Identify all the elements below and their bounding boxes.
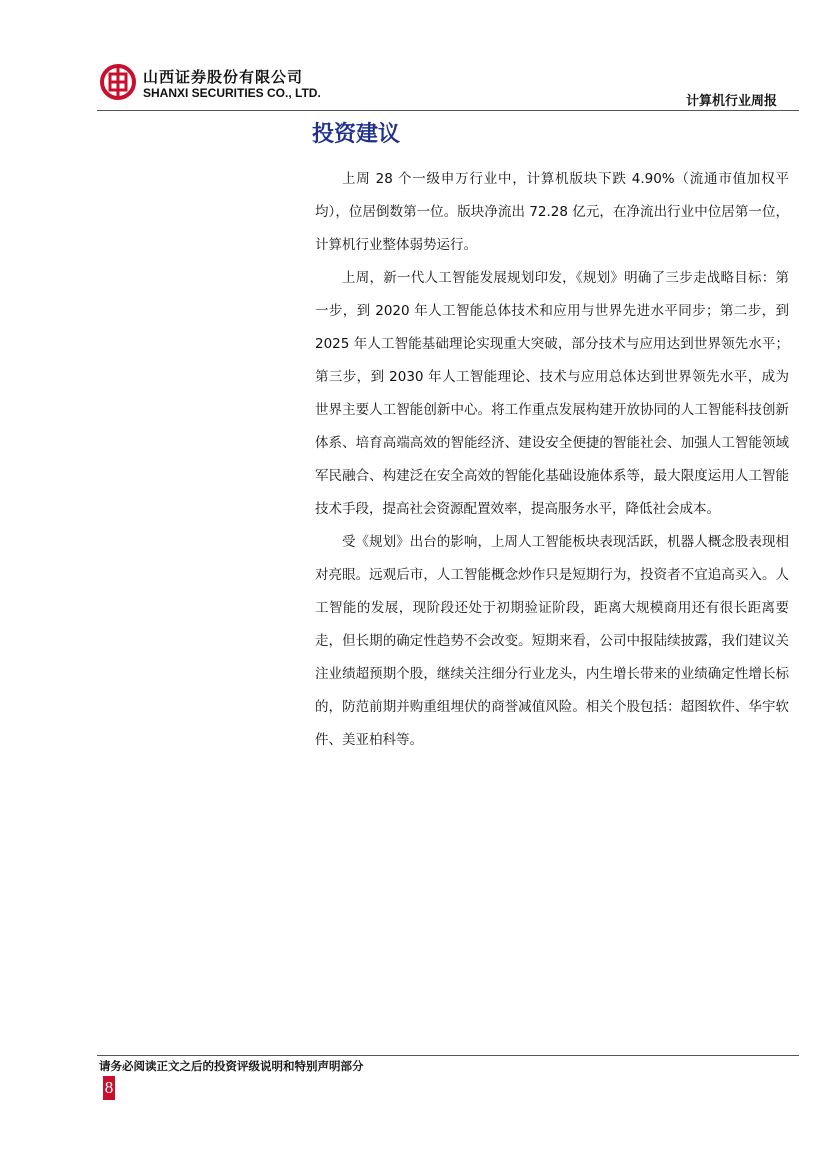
header-divider — [97, 110, 799, 111]
company-name-en: SHANXI SECURITIES CO., LTD. — [143, 86, 321, 100]
company-logo-icon — [100, 64, 136, 100]
footer-divider — [97, 1055, 799, 1056]
page-number: 8 — [103, 1076, 115, 1100]
body-text — [315, 163, 789, 757]
company-name-cn: 山西证券股份有限公司 — [143, 68, 304, 86]
paragraph: 受《规划》出台的影响，上周人工智能板块表现活跃，机器人概念股表现相对亮眼。远观后市，人工智能概念炒作只是短期行为，投资者不宜追高买入。人工智能的发展，现阶段还处于初期验证阶段，距离大规模商用还有很长距离要走，但长期的确定性趋势不会改变。短期来看，公司中报陆续披露，我们建议关注业绩超预期个股，继续关注细分行业龙头，内生增长带来的业绩确定性增长标的，防范前期并购重组埋伏的商誉减值风险。相关个股包括：超图软件、华宇软件、美亚柏科等。 — [315, 534, 789, 748]
report-type: 计算机行业周报 — [685, 94, 777, 109]
paragraph: 上周，新一代人工智能发展规划印发，《规划》明确了三步走战略目标：第一步，到 2020 年人工智能总体技术和应用与世界先进水平同步；第二步，到 2025 年人工智能基础理论实现重大突破，部分技术与应用达到世界领先水平；第三步，到 2030 年人工智能理论、技术与应用总体达到世界领先水平，成为世界主要人工智能创新中心。将工作重点发展构建开放协同的人工智能科技创新体系、培育高端高效的智能经济、建设安全便捷的智能社会、加强人工智能领域军民融合、构建泛在安全高效的智能化基础设施体系等，最大限度运用人工智能技术手段，提高社会资源配置效率，提高服务水平，降低社会成本。 — [315, 270, 789, 517]
disclaimer: 请务必阅读正文之后的投资评级说明和特别声明部分 — [99, 1059, 364, 1073]
section-title: 投资建议 — [312, 122, 401, 147]
paragraph: 上周 28 个一级申万行业中，计算机版块下跌 4.90%（流通市值加权平均），位居倒数第一位。版块净流出 72.28 亿元，在净流出行业中位居第一位，计算机行业整体弱势运行。 — [315, 171, 789, 253]
